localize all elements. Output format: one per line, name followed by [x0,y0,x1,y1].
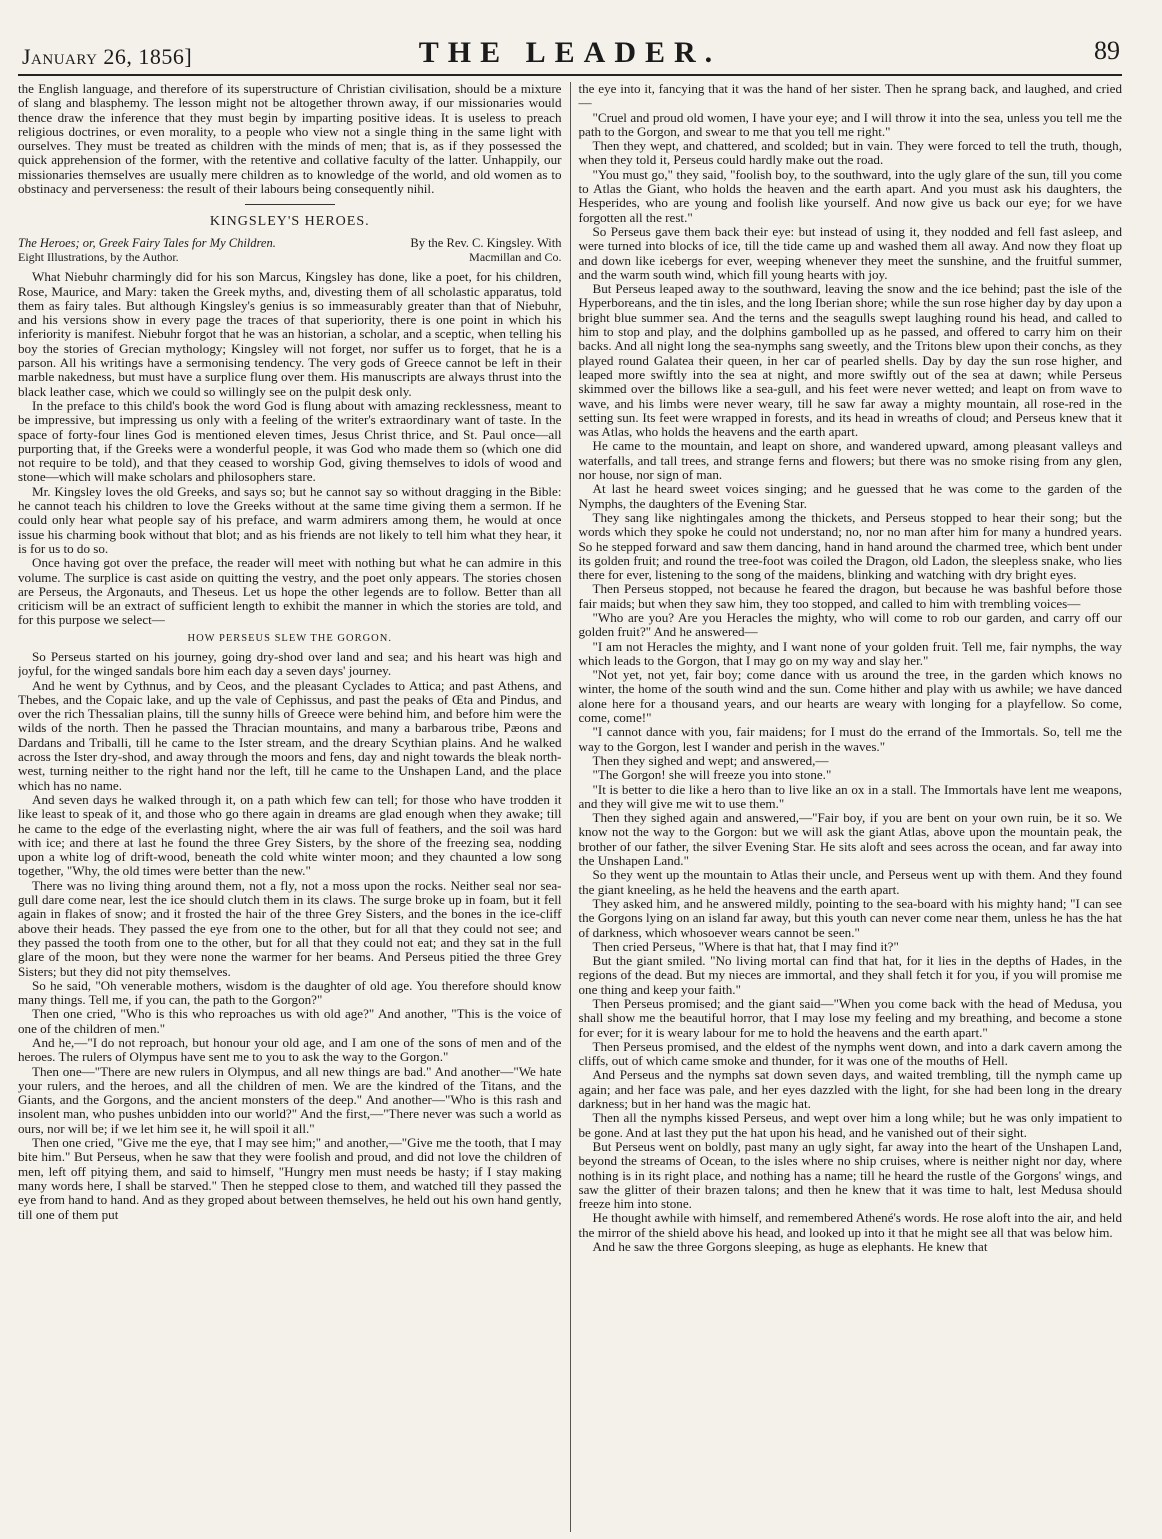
story-paragraph: Then they sighed and wept; and answered,— [592,752,829,768]
story-paragraph: He thought awhile with himself, and remembered Athené's words. He rose aloft into the air, and held the mirror of the shield above his head, and looked up into it that he might see all that was below him. [578,1210,1122,1240]
story-paragraph: "It is better to die like a hero than to live like an ox in a stall. The Immortals have lent me weapons, and they will give me wit to use them." [578,781,1122,811]
story-paragraph: Then Perseus stopped, not because he feared the dragon, but because he was bashful before those fair maids; but when they saw him, they too stopped, and called to him with trembling voices— [578,581,1122,611]
story-paragraph: "Not yet, not yet, fair boy; come dance with us around the tree, in the garden which knows no winter, the home of the south wind and the sun. Come hither and play with us awhile; we have danced alone here for a thousand years, and our hearts are weary with longing for a playfellow. So come, come, come!" [578,667,1122,726]
extract-paragraph: There was no living thing around them, not a fly, not a moss upon the rocks. Neither seal nor sea-gull dare come near, lest the ice should clutch them in its claws. The surge broke up in foam, but it fell again in flakes of snow; and it frosted the hair of the three Grey Sisters, and the bones in the ice-cliff above their heads. They passed the eye from one to the other, but for all that they could not see; and they passed the tooth from one to the other, but for all that they could not eat; and they sat in the full glare of the moon, but they were none the warmer for her beams. And Perseus pitied the three Grey Sisters; but they did not pity themselves. [18,877,562,979]
story-paragraph: Then Perseus promised, and the eldest of the nymphs went down, and into a dark cavern among the cliffs, out of which came smoke and thunder, for it was one of the mouths of Hell. [578,1038,1122,1069]
story-paragraph: Then all the nymphs kissed Perseus, and wept over him a long while; but he was only impatient to be gone. And at last they put the hat upon his head, and he vanished out of their sight. [578,1110,1122,1140]
extract-paragraph: So he said, "Oh venerable mothers, wisdom is the daughter of old age. You therefore should know many things. Tell me, if you can, the path to the Gorgon?" [18,977,562,1008]
extract-paragraph: Then one cried, "Who is this who reproaches us with old age?" And another, "This is the voice of one of the children of men." [18,1006,562,1036]
story-paragraph: the eye into it, fancying that it was the hand of her sister. Then he sprang back, and laughed, and cried— [578,82,1122,111]
masthead [18,28,1122,76]
story-paragraph: They asked him, and he answered mildly, pointing to the sea-board with his mighty hand; "I can see the Gorgons lying on an island far away, but this youth can never come near them, unless he has the hat of darkness, which whosoever wears cannot be seen." [578,895,1122,940]
extract-paragraph: So Perseus started on his journey, going dry-shod over land and sea; and his heart was high and joyful, for the winged sandals bore him each day a seven days' journey. [18,648,562,679]
story-paragraph: "You must go," they said, "foolish boy, to the southward, into the ugly glare of the sun, till you come to Atlas the Giant, who holds the heaven and the earth apart. And you must ask his daughters, the Hesperides, who are young and foolish like yourself. And now give us back our eye; for we have forgotten all the rest." [578,166,1122,225]
story-paragraph: Then Perseus promised; and the giant said—"When you come back with the head of Medusa, you shall show me the beautiful horror, that I may lose my feeling and my breathing, and become a stone for ever; for it is weary labour for me to hold the heavens and the earth apart." [578,996,1122,1040]
story-paragraph: So Perseus gave them back their eye: but instead of using it, they nodded and fell fast asleep, and were turned into blocks of ice, till the tide came up and washed them all away. And now they float up and down like icebergs for ever, weeping whenever they meet the sunshine, and the fruitful summer, and the warm south wind, which fill young hearts with joy. [578,223,1122,282]
right-column [571,82,1123,1532]
story-paragraph: So they went up the mountain to Atlas their uncle, and Perseus went up with them. And they found the giant kneeling, as he held the heavens and the earth apart. [578,867,1122,897]
intro-paragraph: the English language, and therefore of its superstructure of Christian civilisation, should be a mixture of slang and blasphemy. The lesson might not be altogether thrown away, if our missionaries would thence draw the inference that they must begin by imparting positive ideas. It is useless to preach religious doctrines, or even morality, to a people who view not a single thing in the same light with ourselves. They must be treated as children with the minds of men; that is, as if they possessed the quick apprehension of the former, with the retentive and collative faculty of the latter. Unhappily, our missionaries themselves are usually mere children as to knowledge of the world, and old women as to obstinacy and perverseness: the result of their labours being consequently nihil. [18,82,562,197]
story-paragraph: But the giant smiled. "No living mortal can find that hat, for it lies in the depths of Hades, in the regions of the dead. But my nieces are immortal, and they shall fetch it for you, if you will promise me one thing and keep your faith." [578,953,1122,997]
extract-paragraph: Then one cried, "Give me the eye, that I may see him;" and another,—"Give me the tooth, that I may bite him." But Perseus, when he saw that they were foolish and proud, and did not love the children of men, left off pitying them, and said to himself, "Hungry men must needs be hasty; if I stay making many words here, I shall be starved." Then he stepped close to them, and watched till they passed the eye from hand to hand. And as they groped about between themselves, he held out his own hand gently, till one of them put [18,1135,562,1222]
story-paragraph: But Perseus leaped away to the southward, leaving the snow and the ice behind; past the isle of the Hyperboreans, and the tin isles, and the long Iberian shore; while the sun rose higher day by day upon a bright blue summer sea. And the terns and the seagulls swept laughing round his head, and called to him to stop and play, and the dolphins gambolled up as he passed, and offered to carry him on their backs. And all night long the sea-nymphs sang sweetly, and the Tritons blew upon their conchs, as they played round Galatea their queen, in her car of pearled shells. Day by day the sun rose higher, and leaped more swiftly into the sea at night, and more swiftly out of the sea at dawn; while Perseus skimmed over the billows like a sea-gull, and his feet were never wetted; and leapt on from wave to wave, and his limbs were never weary, till he saw far away a mighty mountain, all rose-red in the setting sun. Its feet were wrapped in forests, and its head in wreaths of cloud; and Perseus knew that it was Atlas, who holds the heavens and the earth apart. [578,281,1122,440]
review-paragraph: Once having got over the preface, the reader will meet with nothing but what he can admire in this volume. The surplice is cast aside on quitting the vestry, and the poet only appears. The stories chosen are Perseus, the Argonauts, and Theseus. Let us hope the other legends are to follow. Better than all criticism will be an extract of sufficient length to exhibit the manner in which the stories are told, and for this purpose we select— [18,555,562,628]
extract-heading: HOW PERSEUS SLEW THE GORGON. [187,632,392,644]
book-illustrations: Eight Illustrations, by the Author. [18,249,179,264]
columns [18,82,1122,1532]
story-paragraph: They sang like nightingales among the thickets, and Perseus stopped to hear their song; but the words which they spoke he could not understand; no, nor no man after him for many a hundred years. So he stepped forward and saw them dancing, hand in hand around the charmed tree, which bent under its golden fruit; and round the tree-foot was coiled the Dragon, old Ladon, the sleepless snake, who lies there for ever, listening to the song of the maidens, blinking and watching with dry bright eyes. [578,509,1122,583]
issue-date: January 26, 1856] [22,44,193,69]
book-author: By the Rev. C. Kingsley. With [410,235,562,250]
story-paragraph: "I cannot dance with you, fair maidens; for I must do the errand of the Immortals. So, tell me the way to the Gorgon, lest I wander and perish in the waves." [578,724,1122,754]
extract-paragraph: Then one—"There are new rulers in Olympus, and all new things are bad." And another—"We hate your rulers, and the heroes, and all the children of men. We are the kindred of the Titans, and the Giants, and the Gorgons, and the ancient monsters of the deep." And another—"Who is this rash and insolent man, who pushes unbidden into our world?" And the first,—"There never was such a world as ours, nor will be; if we let him see it, he will spoil it all." [18,1063,562,1136]
extract-paragraph: And seven days he walked through it, on a path which few can tell; for those who have trodden it like least to speak of it, and those who go there again in dreams are glad enough when they awake; till he came to the edge of the everlasting night, where the air was full of feathers, and the soil was hard with ice; and there at last he found the three Grey Sisters, by the shore of the freezing sea, nodding upon a white log of drift-wood, beneath the cold white winter moon; and they chaunted a low song together, "Why, the old times were better than the new." [18,791,562,879]
story-paragraph: But Perseus went on boldly, past many an ugly sight, far away into the heart of the Unshapen Land, beyond the streams of Ocean, to the isles where no ship cruises, where is neither night nor day, where nothing is in its right place, and nothing has a name; till he heard the rustle of the Gorgons' wings, and saw the glitter of their brazen talons; and then he knew that it was time to halt, lest Medusa should freeze him into stone. [578,1138,1122,1212]
book-details [18,250,562,264]
book-publisher: Macmillan and Co. [469,249,562,264]
review-paragraph: Mr. Kingsley loves the old Greeks, and says so; but he cannot say so without dragging in the Bible: he cannot teach his children to love the Greeks without at the same time giving them a sermon. If he could only hear what people say of his preface, and warm admirers among them, he would at once issue his charming book without that blot; and as his friends are not likely to tell him what they hear, it is for us to do so. [18,483,562,556]
article-title: KINGSLEY'S HEROES. [209,214,370,230]
story-paragraph: He came to the mountain, and leapt on shore, and wandered upward, among pleasant valleys and waterfalls, and tall trees, and strange ferns and flowers; but there was no smoke rising from any glen, nor house, nor sign of man. [578,438,1122,483]
section-divider [245,204,335,205]
story-paragraph: Then they sighed again and answered,—"Fair boy, if you are bent on your own ruin, be it so. We know not the way to the Gorgon: but we will ask the giant Atlas, above upon the mountain peak, the brother of our father, the silver Evening Star. He sits aloft and sees across the ocean, and far away into the Unshapen Land." [578,810,1122,869]
story-paragraph: "Who are you? Are you Heracles the mighty, who will come to rob our garden, and carry off our golden fruit?" And he answered— [578,609,1122,640]
story-paragraph: Then cried Perseus, "Where is that hat, that I may find it?" [592,938,899,954]
story-paragraph: Then they wept, and chattered, and scolded; but in vain. They were forced to tell the truth, though, when they told it, Perseus could hardly make out the road. [578,138,1122,168]
book-citation [18,236,562,250]
book-title: The Heroes; or, Greek Fairy Tales for My Children. [18,235,276,250]
story-paragraph: And Perseus and the nymphs sat down seven days, and waited trembling, till the nymph came up again; and her face was pale, and her eyes dazzled with the light, for she had been long in the dreary darkness; but in her hand was the magic hat. [578,1067,1122,1112]
review-paragraph: In the preface to this child's book the word God is flung about with amazing recklessness, meant to be impressive, but impressing us only with a feeling of the writer's extraordinary want of taste. In the space of forty-four lines God is mentioned eleven times, Jesus Christ thrice, and St. Paul once—all purporting that, if the Greeks were a wonderful people, it was God who made them so (which one did not require to be told), and that they ceased to worship God, giving themselves to idols of wood and stone—which will make scholars and philosophers stare. [18,397,562,485]
page-number: 89 [1094,36,1120,65]
story-paragraph: "I am not Heracles the mighty, and I want none of your golden fruit. Tell me, fair nymphs, the way which leads to the Gorgon, that I may go on my way and slay her." [578,638,1122,668]
story-paragraph: "Cruel and proud old women, I have your eye; and I will throw it into the sea, unless you tell me the path to the Gorgon, and swear to me that you tell me right." [578,109,1122,139]
newspaper-title: THE LEADER. [418,36,722,69]
extract-paragraph: And he,—"I do not reproach, but honour your old age, and I am one of the sons of men and of the heroes. The rulers of Olympus have sent me to you to ask the way to the Gorgon." [18,1035,562,1065]
left-column [18,82,571,1532]
story-paragraph: And he saw the three Gorgons sleeping, as huge as elephants. He knew that [592,1239,988,1255]
extract-paragraph: And he went by Cythnus, and by Ceos, and the pleasant Cyclades to Attica; and past Athens, and Thebes, and the Copaic lake, and up the vale of Cephissus, and past the peaks of Œta and Pindus, and over the rich Thessalian plains, till the sunny hills of Greece were behind him, and before him were the wilds of the north. Then he passed the Thracian mountains, and many a barbarous tribe, Pæons and Dardans and Triballi, till he came to the Ister stream, and the dreary Scythian plains. And he walked across the Ister dry-shod, and away through the moors and fens, day and night towards the bleak north-west, turning neither to the right hand nor the left, till he came to the Unshapen Land, and the place which has no name. [18,677,562,793]
story-paragraph: At last he heard sweet voices singing; and he guessed that he was come to the garden of the Nymphs, the daughters of the Evening Star. [578,481,1122,511]
story-paragraph: "The Gorgon! she will freeze you into stone." [592,767,832,783]
review-paragraph: What Niebuhr charmingly did for his son Marcus, Kingsley has done, like a poet, for his children, Rose, Maurice, and Mary: taken the Greek myths, and, divesting them of all scholastic apparatus, told them as fairy tales. But although Kingsley's genius is so immeasurably greater than that of Niebuhr, and his versions show in every page the traces of that superiority, there is one point in which his inferiority is manifest. Niebuhr forgot that he was an historian, a scholar, and a sceptic, when telling his boy the stories of Grecian mythology; Kingsley will not forget, nor suffer us to forget, that he is a parson. All his writings have a sermonising tendency. The very gods of Greece cannot be left in their marble nakedness, but must have a surplice flung over them. His manuscripts are always thrust into the black leather case, which we could so willingly see on the pulpit desk only. [18,269,562,399]
